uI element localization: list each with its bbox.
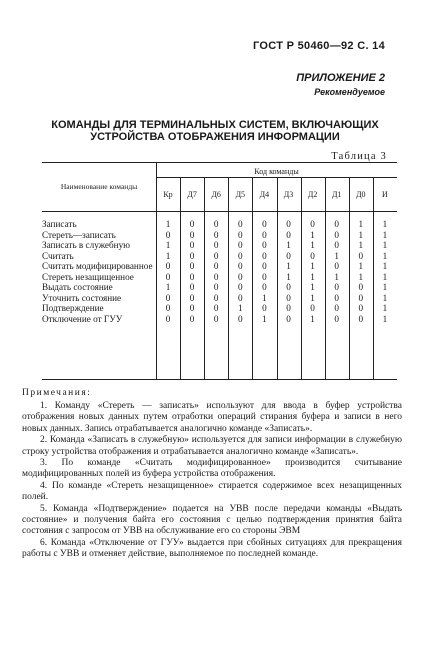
column-header: Д4: [259, 190, 270, 199]
column-header: И: [382, 190, 388, 199]
table-cell: 0: [238, 292, 243, 303]
table-cell: 0: [310, 250, 315, 261]
column-header: Д3: [283, 190, 294, 199]
table-cell: 0: [262, 250, 267, 261]
row-name: Записать в служебную: [42, 240, 131, 250]
appendix-label: ПРИЛОЖЕНИЕ 2: [296, 72, 385, 84]
table-cell: 0: [213, 229, 219, 240]
table-cell: 0: [286, 250, 291, 261]
table-cell: 1: [382, 219, 388, 229]
table-cell: 0: [189, 292, 195, 303]
table-cell: 0: [189, 261, 195, 271]
table-cell: 0: [165, 261, 171, 271]
table-cell: 0: [213, 219, 219, 229]
table-cell: 0: [238, 219, 243, 229]
table-cell: 0: [286, 219, 291, 229]
table-cell: 0: [358, 303, 364, 313]
table-cell: 1: [310, 261, 315, 271]
row-name: Выдать состояние: [42, 282, 113, 292]
table-cell: 0: [334, 303, 339, 313]
table-cell: 0: [165, 292, 171, 303]
document-header: ГОСТ Р 50460—92 С. 14: [253, 40, 385, 52]
table-cell: 0: [213, 240, 219, 250]
table-cell: 0: [286, 282, 291, 292]
column-header: Д1: [331, 190, 342, 199]
note-item: 6. Команда «Отключение от ГУУ» выдается при сбойных ситуациях для прекращения работы с УВВ и отменяет действие, выполняемое по последней команде.: [22, 537, 402, 560]
table-cell: 0: [213, 282, 219, 292]
table-cell: 0: [189, 271, 195, 282]
table-cell: 1: [286, 271, 291, 282]
row-name: Считать модифицированное: [42, 261, 153, 271]
table-cell: 1: [382, 240, 388, 250]
title-line-1: КОМАНДЫ ДЛЯ ТЕРМИНАЛЬНЫХ СИСТЕМ, ВКЛЮЧАЮЩИХ: [51, 119, 379, 131]
note-item: 1. Команду «Стереть — записать» используют для ввода в буфер устройства отображения новых данных путем отработки операций стирания буфера и записи в него новых данных. Запись отрабатывается аналогично команде «Записать».: [22, 401, 402, 434]
table-cell: 0: [358, 313, 364, 324]
table-cell: 1: [165, 219, 171, 229]
table-cell: 0: [213, 250, 219, 261]
row-name: Отключение от ГУУ: [42, 313, 123, 324]
table-cell: 0: [262, 303, 267, 313]
table-cell: 0: [189, 219, 195, 229]
column-header: Д5: [235, 190, 246, 199]
table-cell: 0: [238, 313, 243, 324]
table-cell: 1: [382, 250, 388, 261]
table-cell: 0: [213, 261, 219, 271]
table-cell: 1: [165, 240, 171, 250]
table-cell: 0: [189, 229, 195, 240]
table-cell: 0: [334, 229, 339, 240]
table-cell: 1: [382, 313, 388, 324]
table-cell: 1: [262, 313, 267, 324]
table-cell: 0: [165, 229, 171, 240]
table-cell: 0: [358, 292, 364, 303]
table-cell: 0: [238, 250, 243, 261]
table-cell: 0: [238, 271, 243, 282]
table-cell: 0: [189, 250, 195, 261]
table-cell: 1: [286, 261, 291, 271]
table-cell: 0: [334, 292, 339, 303]
table-cell: 1: [262, 292, 267, 303]
table-cell: 1: [358, 229, 364, 240]
note-item: 3. По команде «Считать модифицированное» производится считывание модифицированных полей из буфера устройства отображения.: [22, 458, 402, 480]
table-cell: 0: [310, 219, 315, 229]
table-cell: 1: [358, 261, 364, 271]
note-item: 4. По команде «Стереть незащищенное» стирается содержимое всех незащищенных полей.: [22, 480, 402, 503]
column-header: Кр: [163, 190, 173, 199]
table-cell: 1: [358, 271, 364, 282]
table-cell: 0: [213, 313, 219, 324]
table-cell: 0: [262, 229, 267, 240]
table-cell: 0: [238, 240, 243, 250]
table-cell: 1: [334, 271, 339, 282]
table-cell: 0: [286, 292, 291, 303]
row-name: Считать: [42, 250, 74, 261]
table-cell: 1: [382, 229, 388, 240]
table-cell: 0: [286, 313, 291, 324]
note-item: 5. Команда «Подтверждение» подается на УВВ после передачи команды «Выдать состояние» и получения байта его состояния с целью подтверждения принятия байта состояния с запросом от УВВ на обслуживание его со стороны ЭВМ: [22, 503, 402, 537]
table-cell: 1: [310, 313, 315, 324]
table-cell: 0: [358, 282, 364, 292]
table-cell: 0: [213, 303, 219, 313]
title-line-2: УСТРОЙСТВА ОТОБРАЖЕНИЯ ИНФОРМАЦИИ: [90, 131, 340, 143]
row-name: Стереть незащищенное: [42, 271, 134, 282]
table-cell: 1: [382, 261, 388, 271]
table-cell: 0: [262, 271, 267, 282]
code-column-header: Код команды: [254, 167, 299, 176]
table-cell: 0: [286, 229, 291, 240]
table-cell: 0: [358, 250, 364, 261]
table-cell: 0: [286, 303, 291, 313]
table-cell: 1: [238, 303, 243, 313]
table-cell: 0: [165, 303, 171, 313]
table-cell: 1: [382, 271, 388, 282]
table-cell: 0: [189, 303, 195, 313]
column-header: Д0: [356, 190, 366, 199]
table-cell: 0: [238, 229, 243, 240]
header-rule: [42, 211, 397, 212]
row-name: Стереть—записать: [42, 229, 116, 240]
table-cell: 1: [310, 229, 315, 240]
table-cell: 1: [310, 271, 315, 282]
table-cell: 0: [262, 240, 267, 250]
table-cell: 0: [310, 303, 315, 313]
table-cell: 1: [286, 240, 291, 250]
table-cell: 1: [334, 250, 339, 261]
table-cell: 0: [165, 271, 171, 282]
table-cell: 1: [310, 292, 315, 303]
table-cell: 1: [358, 219, 364, 229]
table-cell: 0: [238, 261, 243, 271]
row-name: Записать: [42, 219, 77, 229]
table-cell: 0: [334, 219, 339, 229]
table-cell: 0: [238, 282, 243, 292]
table-cell: 0: [334, 313, 339, 324]
table-cell: 0: [262, 282, 267, 292]
table-cell: 1: [165, 250, 171, 261]
table-cell: 0: [262, 219, 267, 229]
column-header: Д6: [211, 190, 221, 199]
table-cell: 1: [165, 282, 171, 292]
table-cell: 0: [262, 261, 267, 271]
column-header: Д2: [307, 190, 318, 199]
table-cell: 1: [358, 240, 364, 250]
column-header: Д7: [187, 190, 197, 199]
table-label: Таблица 3: [331, 151, 387, 162]
table-cell: 1: [310, 240, 315, 250]
command-table: [42, 162, 397, 380]
table-cell: 1: [382, 282, 388, 292]
table-cell: 1: [382, 292, 388, 303]
notes-body: [22, 401, 402, 561]
table-cell: 0: [165, 313, 171, 324]
name-column-header: Наименование команды: [60, 182, 138, 191]
table-cell: 0: [334, 282, 339, 292]
table-cell: 0: [189, 240, 195, 250]
table-cell: 1: [310, 282, 315, 292]
table-cell: 1: [382, 303, 388, 313]
table-cell: 0: [334, 261, 339, 271]
row-name: Уточнить состояние: [42, 292, 122, 303]
recommended-label: Рекомендуемое: [314, 87, 385, 97]
note-item: 2. Команда «Записать в служебную» используется для записи информации в служебную строку устройства отображения и отрабатывается аналогично команде «Записать».: [22, 435, 402, 457]
table-cell: 0: [213, 271, 219, 282]
notes-heading: Примечания:: [22, 388, 92, 398]
table-cell: 0: [189, 282, 195, 292]
row-name: Подтверждение: [42, 303, 104, 313]
table-cell: 0: [213, 292, 219, 303]
table-cell: 0: [334, 240, 339, 250]
table-cell: 0: [189, 313, 195, 324]
